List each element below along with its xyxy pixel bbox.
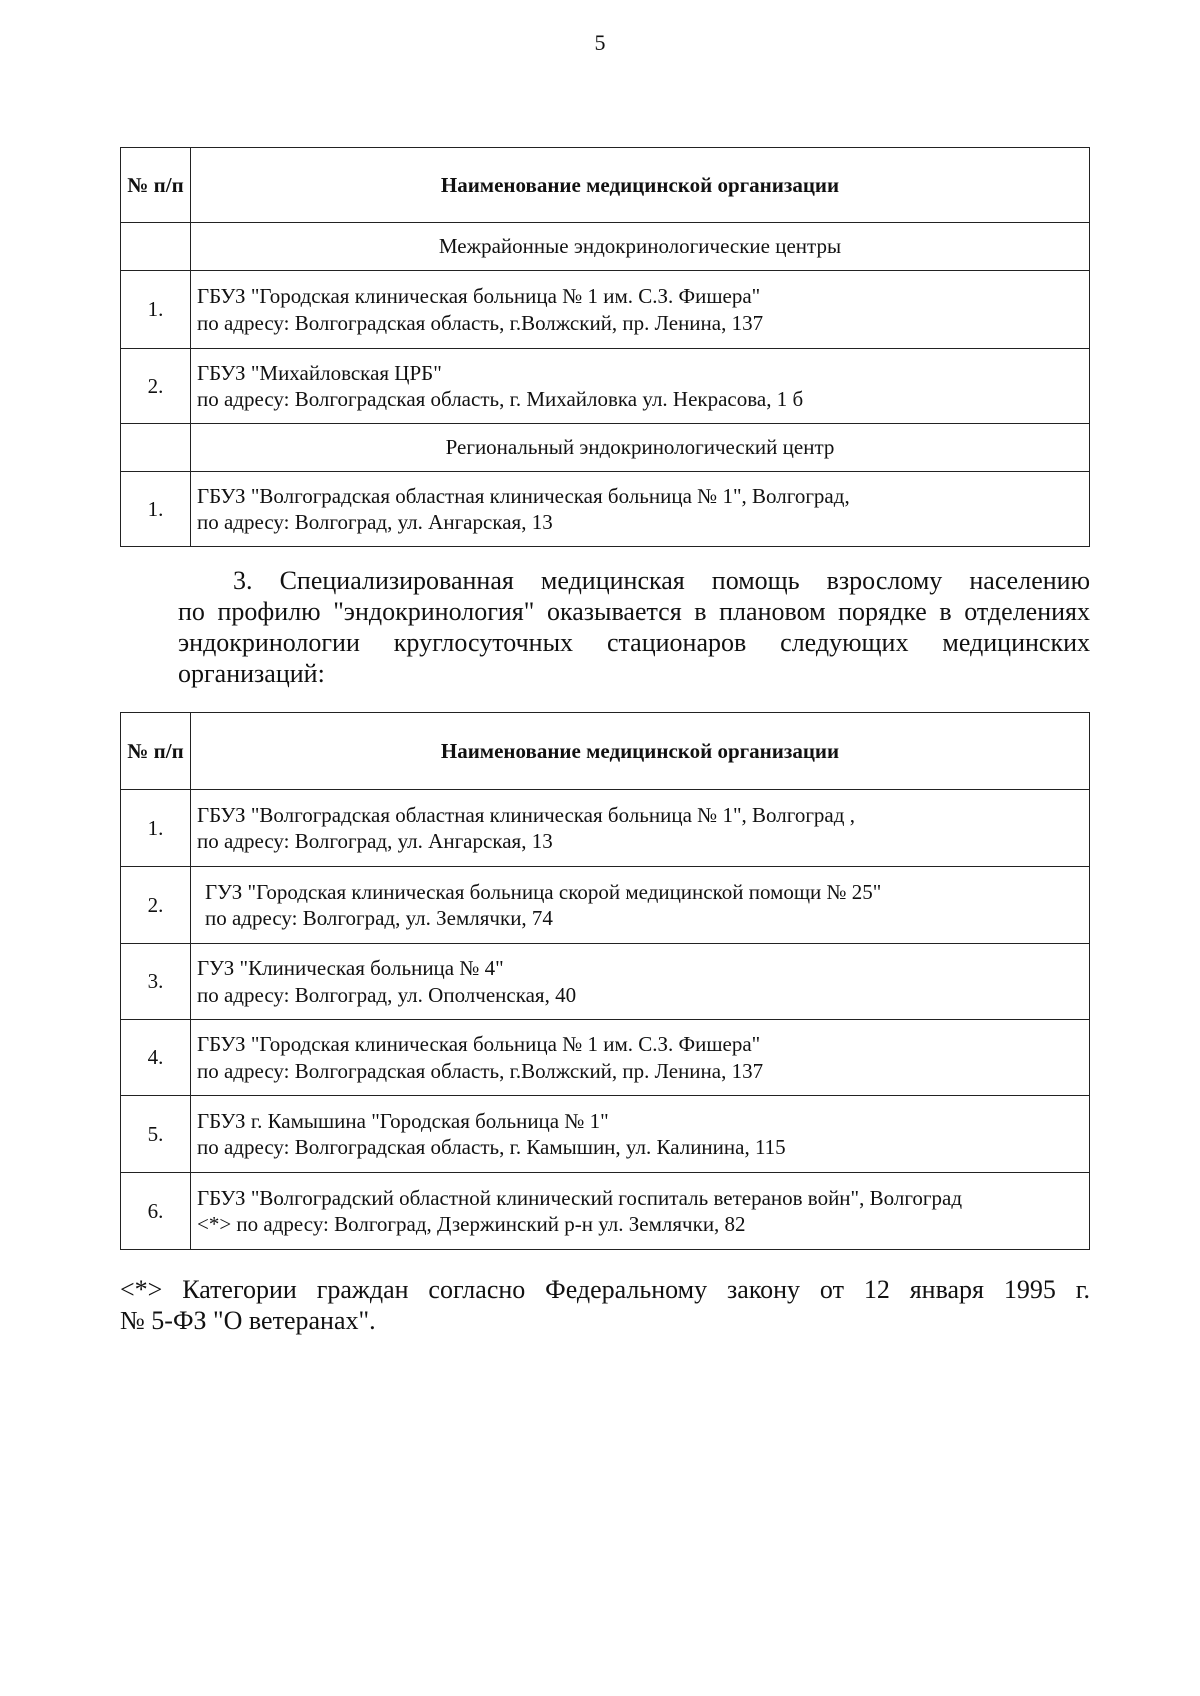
section-empty-cell: [121, 424, 191, 472]
org-cell: [191, 349, 1090, 424]
row-number: 3.: [121, 944, 191, 1020]
footnote-line-2: № 5-ФЗ "О ветеранах".: [120, 1306, 376, 1335]
org-cell: [191, 1096, 1090, 1173]
org-cell: [191, 867, 1090, 944]
table-row: [121, 1173, 1090, 1250]
org-address: по адресу: Волгоград, ул. Ангарская, 13: [197, 829, 553, 853]
org-address: по адресу: Волгоградская область, г.Волжский, пр. Ленина, 137: [197, 310, 764, 335]
row-number: 2.: [121, 349, 191, 424]
paragraph-rest: по профилю "эндокринология" оказывается в плановом порядке в отделениях эндокринологии круглосуточных стационаров следующих медицинских организаций:: [178, 597, 1090, 688]
row-number: 2.: [121, 867, 191, 944]
org-name: ГУЗ "Клиническая больница № 4": [197, 956, 504, 981]
table-row: [121, 790, 1090, 867]
footnote-line-1: <*> Категории граждан согласно Федеральному закону от 12 января 1995 г.: [120, 1275, 1090, 1304]
org-name: ГБУЗ "Волгоградская областная клиническая больница № 1", Волгоград,: [197, 483, 850, 508]
header-number-cell: № п/п: [121, 713, 191, 790]
org-name: ГБУЗ "Городская клиническая больница № 1 им. С.З. Фишера": [197, 284, 761, 309]
org-address: по адресу: Волгоградская область, г.Волжский, пр. Ленина, 137: [197, 1058, 764, 1083]
row-number: 1.: [121, 472, 191, 547]
table-row: [121, 867, 1090, 944]
org-cell: [191, 271, 1090, 349]
org-address: по адресу: Волгоград, ул. Землячки, 74: [205, 906, 553, 930]
row-number: 6.: [121, 1173, 191, 1250]
paragraph-first-line: 3. Специализированная медицинская помощь взрослому населению: [233, 566, 1090, 595]
org-name: ГБУЗ г. Камышина "Городская больница № 1": [197, 1108, 609, 1133]
table-row: [121, 1096, 1090, 1173]
row-number: 5.: [121, 1096, 191, 1173]
footnote: [120, 1274, 1090, 1336]
org-name: ГБУЗ "Волгоградская областная клиническая больница № 1", Волгоград ,: [197, 802, 855, 827]
org-address: по адресу: Волгоград, ул. Ополченская, 40: [197, 982, 577, 1007]
row-number: 1.: [121, 790, 191, 867]
org-cell: [191, 944, 1090, 1020]
header-number-cell: № п/п: [121, 148, 191, 223]
org-address: <*> по адресу: Волгоград, Дзержинский р-н ул. Землячки, 82: [197, 1212, 746, 1236]
org-cell: [191, 790, 1090, 867]
page-number: 5: [594, 30, 606, 55]
org-name: ГБУЗ "Волгоградский областной клинический госпиталь ветеранов войн", Волгоград: [197, 1185, 963, 1210]
row-number: 4.: [121, 1020, 191, 1096]
table-header-row: [121, 148, 1090, 223]
table-row: [121, 271, 1090, 349]
regional-centers-table: [120, 147, 1090, 547]
paragraph-3: [178, 565, 1090, 689]
org-cell: [191, 472, 1090, 547]
section-title-regional: Региональный эндокринологический центр: [191, 424, 1090, 472]
org-address: по адресу: Волгоградская область, г. Михайловка ул. Некрасова, 1 б: [197, 387, 804, 411]
specialized-care-table: [120, 712, 1090, 1250]
section-row: [121, 223, 1090, 271]
org-name: ГБУЗ "Михайловская ЦРБ": [197, 360, 442, 385]
org-name: ГУЗ "Городская клиническая больница скорой медицинской помощи № 25": [205, 879, 882, 904]
org-address: по адресу: Волгоградская область, г. Камышин, ул. Калинина, 115: [197, 1135, 786, 1159]
table-row: [121, 349, 1090, 424]
org-cell: [191, 1020, 1090, 1096]
org-name: ГБУЗ "Городская клиническая больница № 1 им. С.З. Фишера": [197, 1032, 761, 1057]
table-row: [121, 944, 1090, 1020]
header-title-cell: Наименование медицинской организации: [191, 148, 1090, 223]
header-title-cell: Наименование медицинской организации: [191, 713, 1090, 790]
org-address: по адресу: Волгоград, ул. Ангарская, 13: [197, 510, 553, 534]
table-row: [121, 1020, 1090, 1096]
table-row: [121, 472, 1090, 547]
row-number: 1.: [121, 271, 191, 349]
section-title-interregional: Межрайонные эндокринологические центры: [191, 223, 1090, 271]
table-header-row: [121, 713, 1090, 790]
section-row: [121, 424, 1090, 472]
section-empty-cell: [121, 223, 191, 271]
org-cell: [191, 1173, 1090, 1250]
